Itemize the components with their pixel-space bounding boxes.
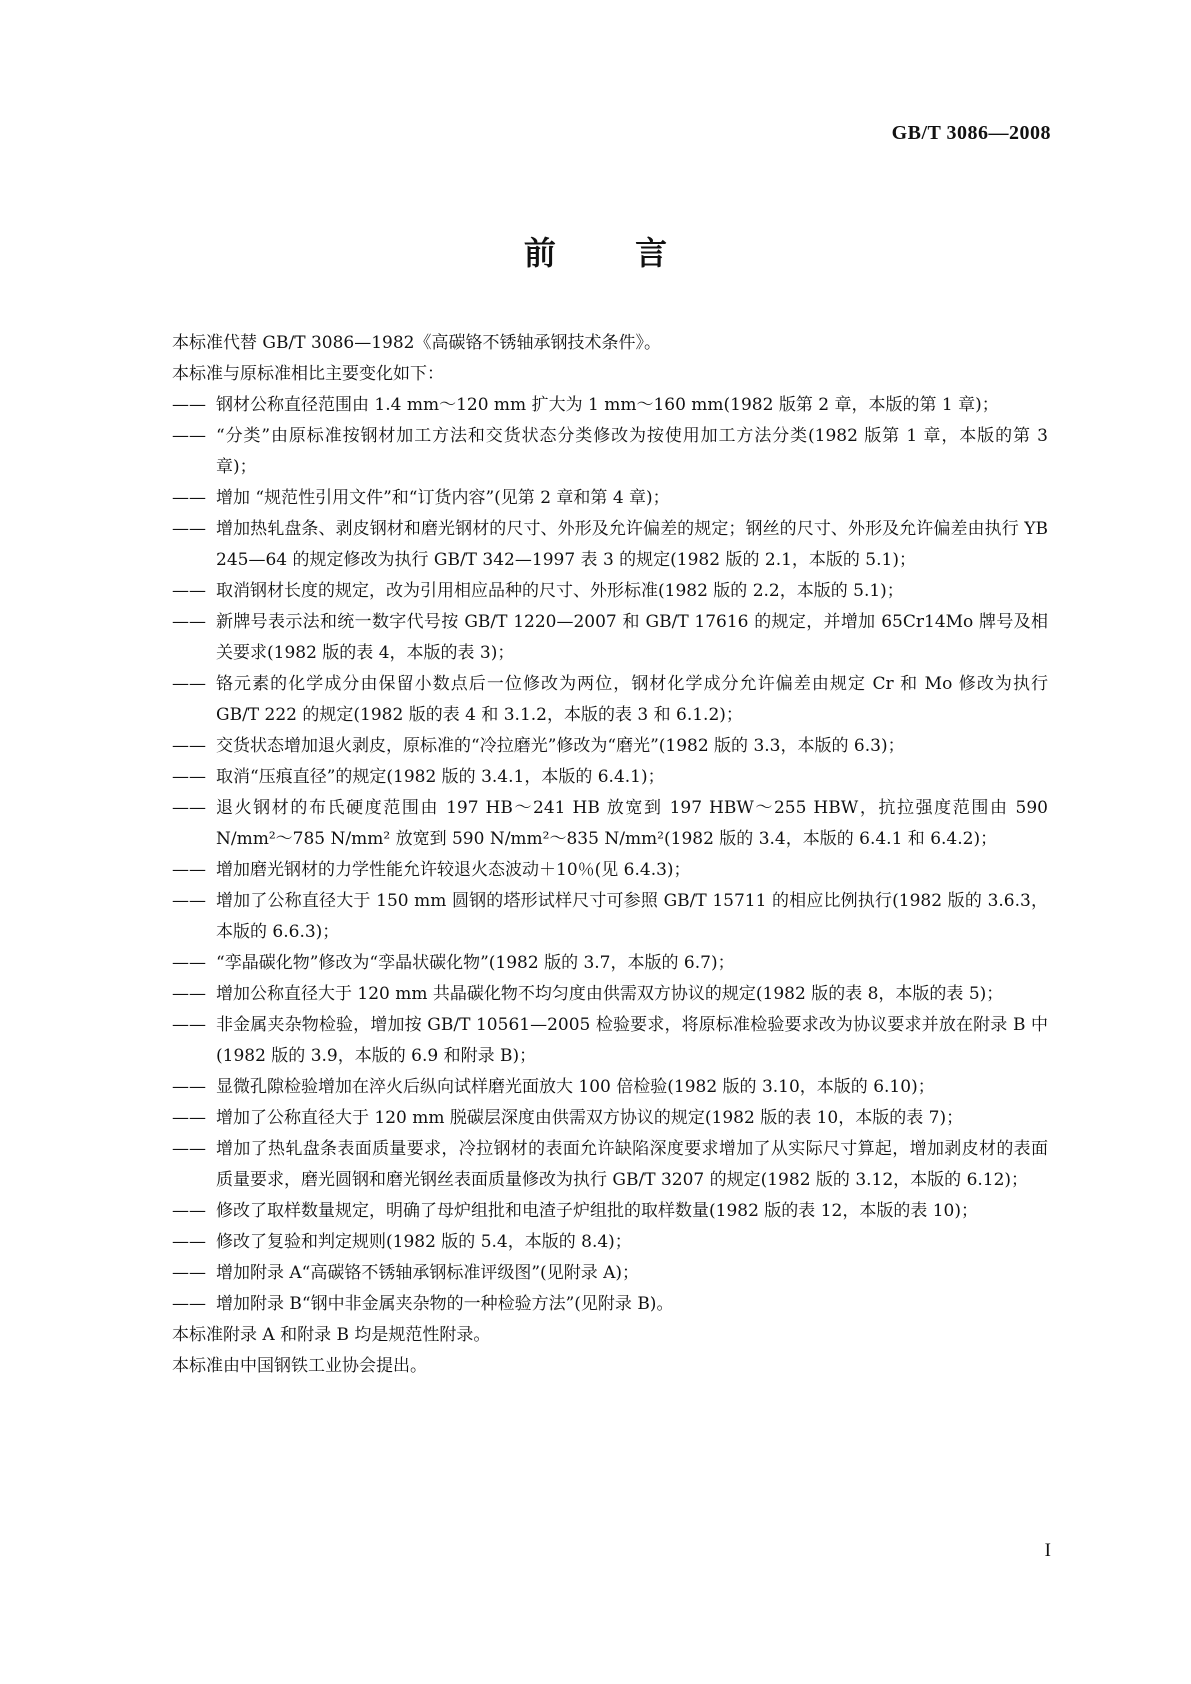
change-list: [172, 390, 1048, 1320]
intro-paragraph: 本标准代替 GB/T 3086—1982《高碳铬不锈轴承钢技术条件》。: [172, 333, 661, 353]
list-item-text: 取消“压痕直径”的规定(1982 版的 3.4.1，本版的 6.4.1)；: [216, 767, 665, 787]
list-item-text: 退火钢材的布氏硬度范围由 197 HB～241 HB 放宽到 197 HBW～255 HBW，抗拉强度范围由 590 N/mm²～785 N/mm² 放宽到 590 N/mm²～835 N/mm²(1982 版的 3.4，本版的 6.4.1 和 6.4.2)；: [216, 798, 1048, 849]
dash-marker: ——: [172, 519, 206, 539]
list-item: [172, 669, 1048, 731]
dash-marker: ——: [172, 798, 206, 818]
list-item: [172, 607, 1048, 669]
list-item: [172, 1258, 1048, 1289]
list-item: [172, 855, 1048, 886]
closing-paragraph: 本标准附录 A 和附录 B 均是规范性附录。: [172, 1325, 491, 1345]
dash-marker: ——: [172, 674, 206, 694]
dash-marker: ——: [172, 1201, 206, 1221]
list-item-text: 显微孔隙检验增加在淬火后纵向试样磨光面放大 100 倍检验(1982 版的 3.10，本版的 6.10)；: [216, 1077, 935, 1097]
dash-marker: ——: [172, 736, 206, 756]
page-number: I: [1044, 1540, 1051, 1561]
list-item: [172, 762, 1048, 793]
dash-marker: ——: [172, 1108, 206, 1128]
list-item-text: 增加了热轧盘条表面质量要求，冷拉钢材的表面允许缺陷深度要求增加了从实际尺寸算起，增加剥皮材的表面质量要求，磨光圆钢和磨光钢丝表面质量修改为执行 GB/T 3207 的规定(1982 版的 3.12，本版的 6.12)；: [216, 1139, 1048, 1190]
closing-paragraph: 本标准由中国钢铁工业协会提出。: [172, 1356, 427, 1376]
dash-marker: ——: [172, 860, 206, 880]
dash-marker: ——: [172, 581, 206, 601]
list-item: [172, 1227, 1048, 1258]
dash-marker: ——: [172, 488, 206, 508]
list-item-text: 增加公称直径大于 120 mm 共晶碳化物不均匀度由供需双方协议的规定(1982 版的表 8，本版的表 5)；: [216, 984, 1004, 1004]
page-title: 前 言: [523, 234, 702, 272]
list-item-text: “孪晶碳化物”修改为“孪晶状碳化物”(1982 版的 3.7，本版的 6.7)；: [216, 953, 735, 973]
dash-marker: ——: [172, 1263, 206, 1283]
list-item: [172, 1010, 1048, 1072]
list-item-text: 修改了取样数量规定，明确了母炉组批和电渣子炉组批的取样数量(1982 版的表 12，本版的表 10)；: [216, 1201, 979, 1221]
list-item: [172, 948, 1048, 979]
dash-marker: ——: [172, 1232, 206, 1252]
dash-marker: ——: [172, 1294, 206, 1314]
list-item: [172, 483, 1048, 514]
dash-marker: ——: [172, 1077, 206, 1097]
list-item: [172, 514, 1048, 576]
list-item: [172, 793, 1048, 855]
dash-marker: ——: [172, 984, 206, 1004]
list-item: [172, 886, 1048, 948]
list-item-text: 增加了公称直径大于 120 mm 脱碳层深度由供需双方协议的规定(1982 版的表 10，本版的表 7)；: [216, 1108, 964, 1128]
list-item-text: 增加 “规范性引用文件”和“订货内容”(见第 2 章和第 4 章)；: [216, 488, 670, 508]
list-item-text: 钢材公称直径范围由 1.4 mm～120 mm 扩大为 1 mm～160 mm(1982 版第 2 章，本版的第 1 章)；: [216, 395, 999, 415]
list-item-text: 增加了公称直径大于 150 mm 圆钢的塔形试样尺寸可参照 GB/T 15711 的相应比例执行(1982 版的 3.6.3，本版的 6.6.3)；: [216, 891, 1048, 942]
list-item-text: 新牌号表示法和统一数字代号按 GB/T 1220—2007 和 GB/T 17616 的规定，并增加 65Cr14Mo 牌号及相关要求(1982 版的表 4，本版的表 3)；: [216, 612, 1048, 663]
list-item-text: 交货状态增加退火剥皮，原标准的“冷拉磨光”修改为“磨光”(1982 版的 3.3，本版的 6.3)；: [216, 736, 905, 756]
list-item: [172, 731, 1048, 762]
list-item: [172, 1134, 1048, 1196]
dash-marker: ——: [172, 426, 206, 446]
dash-marker: ——: [172, 395, 206, 415]
dash-marker: ——: [172, 891, 206, 911]
list-item: [172, 1196, 1048, 1227]
dash-marker: ——: [172, 767, 206, 787]
list-item: [172, 1103, 1048, 1134]
list-item: [172, 390, 1048, 421]
dash-marker: ——: [172, 953, 206, 973]
foreword-body: [172, 328, 1048, 1382]
list-item-text: 增加磨光钢材的力学性能允许较退火态波动＋10％(见 6.4.3)；: [216, 860, 691, 880]
dash-marker: ——: [172, 1139, 206, 1159]
list-item: [172, 576, 1048, 607]
list-item: [172, 979, 1048, 1010]
standard-code: GB/T 3086—2008: [891, 122, 1051, 144]
list-item-text: 取消钢材长度的规定，改为引用相应品种的尺寸、外形标准(1982 版的 2.2，本版的 5.1)；: [216, 581, 904, 601]
list-item: [172, 421, 1048, 483]
list-item-text: 增加热轧盘条、剥皮钢材和磨光钢材的尺寸、外形及允许偏差的规定；钢丝的尺寸、外形及允许偏差由执行 YB 245—64 的规定修改为执行 GB/T 342—1997 表 3 的规定(1982 版的 2.1，本版的 5.1)；: [216, 519, 1048, 570]
intro-paragraph: 本标准与原标准相比主要变化如下：: [172, 364, 444, 384]
list-item: [172, 1289, 1048, 1320]
list-item-text: “分类”由原标准按钢材加工方法和交货状态分类修改为按使用加工方法分类(1982 版第 1 章，本版的第 3 章)；: [216, 426, 1048, 477]
list-item: [172, 1072, 1048, 1103]
list-item-text: 增加附录 A“高碳铬不锈轴承钢标准评级图”(见附录 A)；: [216, 1263, 640, 1283]
list-item-text: 修改了复验和判定规则(1982 版的 5.4，本版的 8.4)；: [216, 1232, 632, 1252]
list-item-text: 增加附录 B“钢中非金属夹杂物的一种检验方法”(见附录 B)。: [216, 1294, 674, 1314]
dash-marker: ——: [172, 612, 206, 632]
dash-marker: ——: [172, 1015, 206, 1035]
list-item-text: 铬元素的化学成分由保留小数点后一位修改为两位，钢材化学成分允许偏差由规定 Cr 和 Mo 修改为执行 GB/T 222 的规定(1982 版的表 4 和 3.1.2，本版的表 3 和 6.1.2)；: [216, 674, 1048, 725]
list-item-text: 非金属夹杂物检验，增加按 GB/T 10561—2005 检验要求，将原标准检验要求改为协议要求并放在附录 B 中(1982 版的 3.9，本版的 6.9 和附录 B)；: [216, 1015, 1048, 1066]
